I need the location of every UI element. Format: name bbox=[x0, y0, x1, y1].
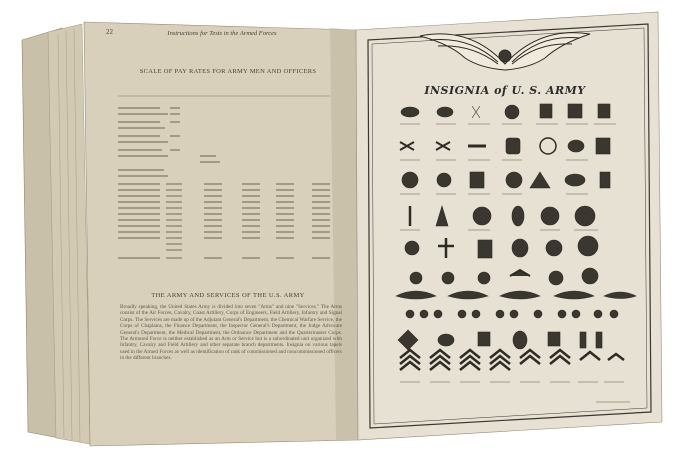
body-paragraph: Broadly speaking, the United States Army is divided into seven "Arms" and nine "Services." The Arms consist of the Air Forces, Cavalry, Coast Artillery, Corps of Engineers, Field Artillery, Infantry and Signal Corps. The Services are made up of the Adjutant General's Department, the Chemical Warfare Service, the Corps of Chaplains, the Finance Department, the Inspector General's Department, the Judge Advocate General's Department, the Medical Department, the Ordnance Department and the Quartermaster Corps. The Armored Force is neither established as an Arm or Service but is a subordinated unit organized with Infantry, Cavalry and Field Artillery and other separate branch departments. Insignia on various lapels used in the Armed Forces as well as identification of rank of commissioned and noncommissioned officers in the different branches. bbox=[120, 304, 342, 362]
insignia-title: INSIGNIA of U. S. ARMY bbox=[424, 84, 586, 97]
pay-table-title: SCALE OF PAY RATES FOR ARMY MEN AND OFFICERS bbox=[139, 68, 317, 75]
running-header: Instructions for Tests in the Armed Forces bbox=[167, 30, 277, 37]
page-number: 22 bbox=[106, 28, 113, 36]
right-page-paper bbox=[356, 12, 662, 440]
section-title: THE ARMY AND SERVICES OF THE U.S. ARMY bbox=[151, 292, 305, 299]
left-page bbox=[88, 22, 356, 438]
